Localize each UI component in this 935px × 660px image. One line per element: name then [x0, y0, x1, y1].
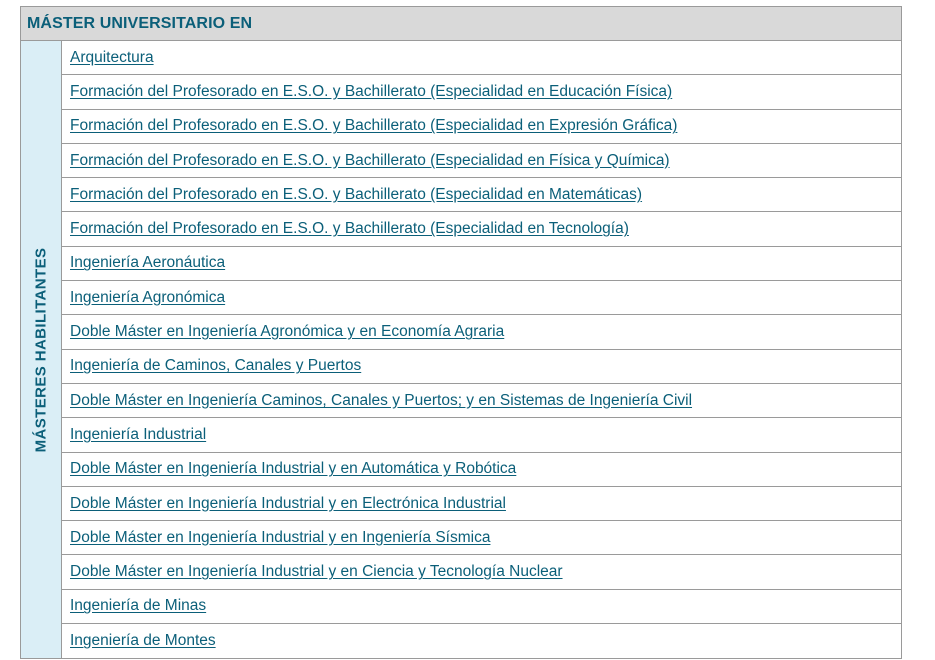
table-header [21, 7, 901, 41]
program-link[interactable]: Ingeniería de Montes [70, 632, 216, 650]
program-row [62, 453, 901, 487]
table-header-title: MÁSTER UNIVERSITARIO EN [27, 14, 253, 32]
program-row [62, 247, 901, 281]
program-row [62, 624, 901, 658]
program-row [62, 41, 901, 75]
program-link[interactable]: Doble Máster en Ingeniería Agronómica y en Economía Agraria [70, 323, 505, 341]
section-label: MÁSTERES HABILITANTES [32, 247, 50, 453]
program-link[interactable]: Doble Máster en Ingeniería Industrial y en Electrónica Industrial [70, 494, 506, 512]
program-row [62, 418, 901, 452]
program-link[interactable]: Formación del Profesorado en E.S.O. y Bachillerato (Especialidad en Física y Química) [70, 151, 670, 169]
program-link[interactable]: Ingeniería de Minas [70, 597, 207, 615]
program-link[interactable]: Formación del Profesorado en E.S.O. y Bachillerato (Especialidad en Expresión Gráfica) [70, 117, 678, 135]
program-link[interactable]: Ingeniería Aeronáutica [70, 254, 226, 272]
program-row [62, 212, 901, 246]
program-link[interactable]: Ingeniería Industrial [70, 425, 207, 443]
program-row [62, 350, 901, 384]
program-row [62, 144, 901, 178]
masters-table [20, 6, 902, 659]
program-row [62, 521, 901, 555]
program-link[interactable]: Doble Máster en Ingeniería Caminos, Canales y Puertos; y en Sistemas de Ingeniería Civil [70, 391, 693, 409]
program-link[interactable]: Formación del Profesorado en E.S.O. y Bachillerato (Especialidad en Tecnología) [70, 220, 629, 238]
program-row [62, 487, 901, 521]
program-row [62, 75, 901, 109]
program-row [62, 315, 901, 349]
program-row [62, 590, 901, 624]
program-link[interactable]: Ingeniería de Caminos, Canales y Puertos [70, 357, 362, 375]
program-row [62, 384, 901, 418]
program-row [62, 178, 901, 212]
program-link[interactable]: Formación del Profesorado en E.S.O. y Bachillerato (Especialidad en Matemáticas) [70, 185, 643, 203]
program-link[interactable]: Doble Máster en Ingeniería Industrial y en Automática y Robótica [70, 460, 517, 478]
program-row [62, 555, 901, 589]
program-row [62, 110, 901, 144]
program-link[interactable]: Formación del Profesorado en E.S.O. y Bachillerato (Especialidad en Educación Física) [70, 82, 673, 100]
program-link[interactable]: Arquitectura [70, 48, 154, 66]
section-label-cell [21, 41, 62, 658]
program-link[interactable]: Doble Máster en Ingeniería Industrial y en Ciencia y Tecnología Nuclear [70, 563, 563, 581]
program-list [62, 41, 901, 658]
table-body [21, 41, 901, 658]
program-link[interactable]: Doble Máster en Ingeniería Industrial y en Ingeniería Sísmica [70, 528, 491, 546]
program-link[interactable]: Ingeniería Agronómica [70, 288, 226, 306]
program-row [62, 281, 901, 315]
